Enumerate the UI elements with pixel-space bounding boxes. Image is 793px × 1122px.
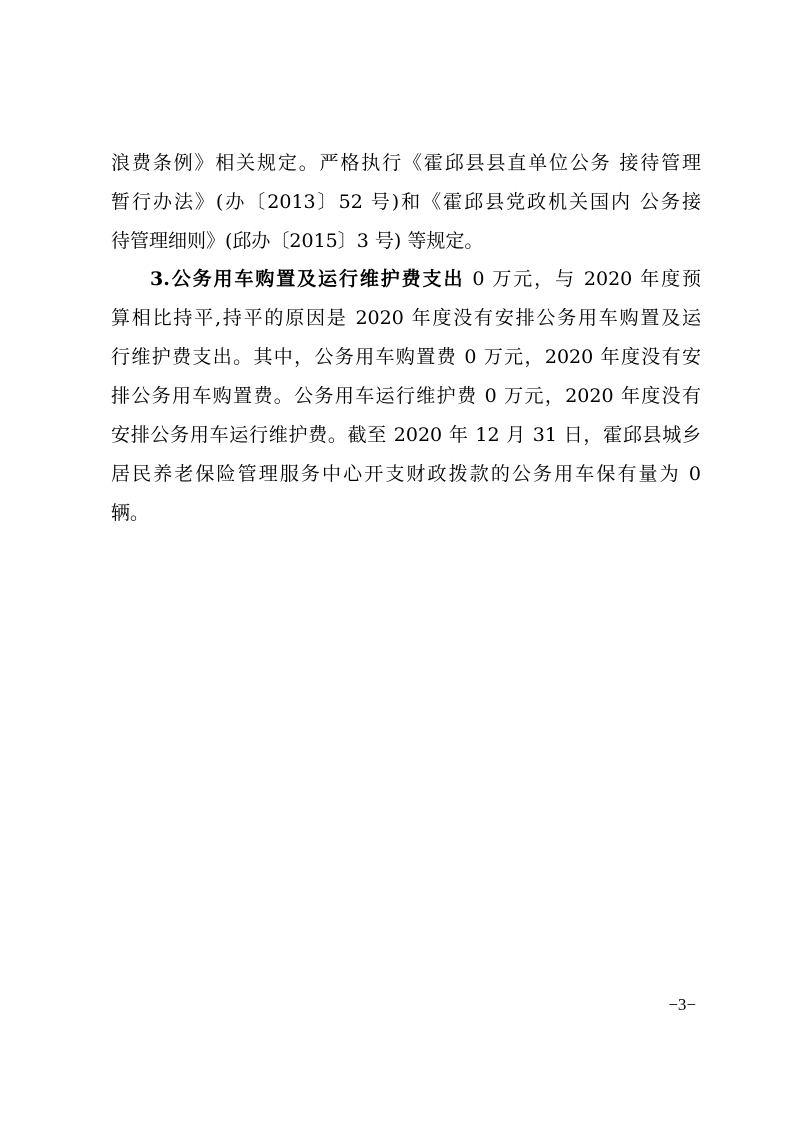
paragraph-2-line-4: 排公务用车购置费。公务用车运行维护费 0 万元，2020 年度没有: [111, 385, 701, 407]
paragraph-2-line-5: 安排公务用车运行维护费。截至 2020 年 12 月 31 日，霍邱县城乡: [111, 424, 701, 446]
paragraph-1-line-3: 待管理细则》(邱办〔2015〕3 号) 等规定。: [111, 230, 484, 252]
paragraph-2-line-7: 辆。: [111, 502, 150, 524]
paragraph-1-line-1: 浪费条例》相关规定。严格执行《霍邱县县直单位公务 接待管理: [111, 152, 701, 174]
paragraph-2-line-2: 算相比持平,持平的原因是 2020 年度没有安排公务用车购置及运: [111, 307, 701, 329]
paragraph-2-line-1-text: 0 万元，与 2020 年度预: [464, 268, 701, 290]
paragraph-1-line-2: 暂行办法》(办〔2013〕52 号)和《霍邱县党政机关国内 公务接: [111, 191, 701, 213]
page-number: −3−: [668, 995, 696, 1014]
paragraph-2-line-6: 居民养老保险管理服务中心开支财政拨款的公务用车保有量为 0: [111, 463, 701, 485]
paragraph-2-line-3: 行维护费支出。其中，公务用车购置费 0 万元，2020 年度没有安: [111, 346, 701, 368]
paragraph-2-line-1: [150, 267, 701, 291]
section-heading: 3.公务用车购置及运行维护费支出: [150, 268, 465, 290]
